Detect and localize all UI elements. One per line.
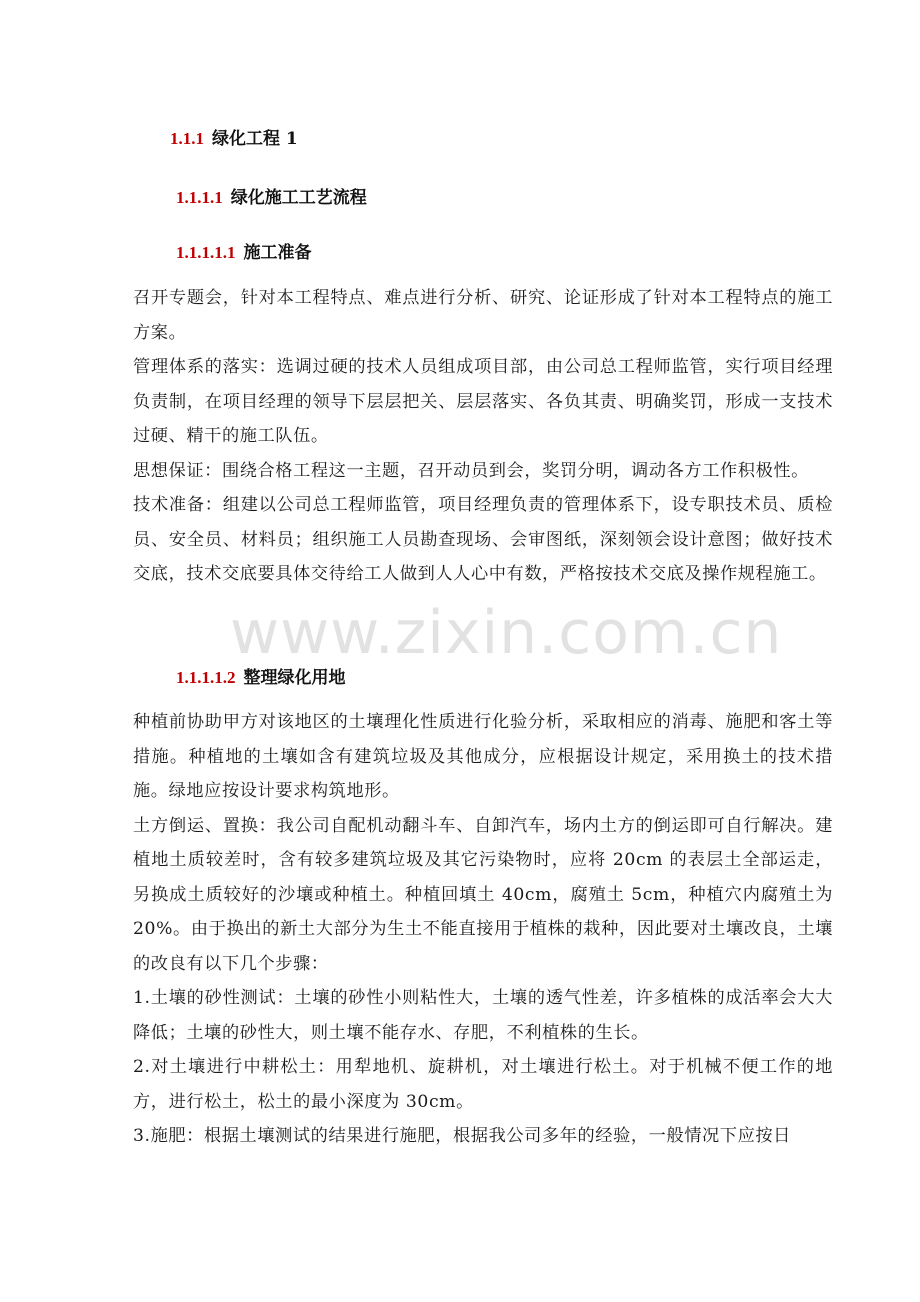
section-preparation-body bbox=[133, 281, 833, 592]
heading-title: 施工准备 bbox=[243, 243, 312, 263]
heading-title: 绿化施工工艺流程 bbox=[230, 188, 367, 208]
watermark: www.zixin.com.cn bbox=[230, 598, 783, 668]
paragraph: 2.对土壤进行中耕松土：用犁地机、旋耕机，对土壤进行松土。对于机械不便工作的地方，进行松土，松土的最小深度为 30cm。 bbox=[133, 1057, 833, 1112]
heading-number: 1.1.1 bbox=[170, 129, 204, 148]
heading-number: 1.1.1.1.1 bbox=[176, 243, 236, 262]
paragraph: 召开专题会，针对本工程特点、难点进行分析、研究、论证形成了针对本工程特点的施工方案。 bbox=[133, 288, 833, 343]
section-land-body bbox=[133, 705, 833, 1154]
paragraph: 1.土壤的砂性测试：土壤的砂性小则粘性大，土壤的透气性差，许多植株的成活率会大大降低；土壤的砂性大，则土壤不能存水、存肥，不利植株的生长。 bbox=[133, 988, 833, 1043]
paragraph: 种植前协助甲方对该地区的土壤理化性质进行化验分析，采取相应的消毒、施肥和客土等措施。种植地的土壤如含有建筑垃圾及其他成分，应根据设计规定，采用换土的技术措施。绿地应按设计要求构筑地形。 bbox=[133, 712, 833, 801]
paragraph: 土方倒运、置换：我公司自配机动翻斗车、自卸汽车，场内土方的倒运即可自行解决。建植地土质较差时，含有较多建筑垃圾及其它污染物时，应将 20cm 的表层土全部运走，另换成土质较好的沙壤或种植土。种植回填土 40cm，腐殖土 5cm，种植穴内腐殖土为 20%。由于换出的新土大部分为生土不能直接用于植株的栽种，因此要对土壤改良，土壤的改良有以下几个步骤： bbox=[133, 815, 833, 974]
heading-level-5-preparation bbox=[176, 238, 312, 263]
heading-level-5-land bbox=[176, 663, 346, 688]
heading-level-3 bbox=[170, 124, 298, 149]
heading-number: 1.1.1.1 bbox=[176, 188, 223, 207]
heading-title: 整理绿化用地 bbox=[243, 668, 346, 688]
heading-level-4 bbox=[176, 183, 367, 208]
heading-title: 绿化工程 1 bbox=[212, 129, 298, 149]
paragraph: 3.施肥：根据土壤测试的结果进行施肥，根据我公司多年的经验，一般情况下应按日 bbox=[133, 1126, 791, 1146]
paragraph: 思想保证：围绕合格工程这一主题，召开动员到会，奖罚分明，调动各方工作积极性。 bbox=[133, 460, 809, 481]
paragraph: 管理体系的落实：选调过硬的技术人员组成项目部，由公司总工程师监管，实行项目经理负责制，在项目经理的领导下层层把关、层层落实、各负其责、明确奖罚，形成一支技术过硬、精干的施工队伍。 bbox=[133, 357, 833, 446]
paragraph: 技术准备：组建以公司总工程师监管，项目经理负责的管理体系下，设专职技术员、质检员、安全员、材料员；组织施工人员勘查现场、会审图纸，深刻领会设计意图；做好技术交底，技术交底要具体交待给工人做到人人心中有数，严格按技术交底及操作规程施工。 bbox=[133, 495, 833, 584]
heading-number: 1.1.1.1.2 bbox=[176, 668, 236, 687]
